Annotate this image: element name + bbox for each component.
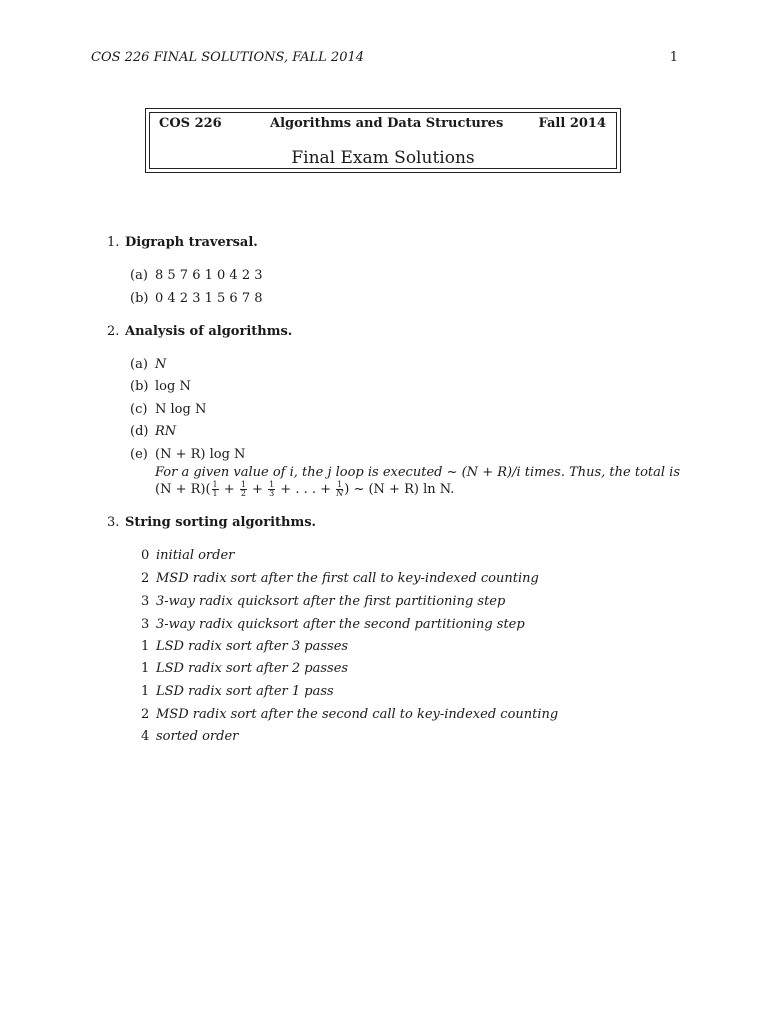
page-number: 1	[669, 50, 678, 65]
item-answer: 0 4 2 3 1 5 6 7 8	[155, 291, 263, 306]
sort-row-number: 2	[141, 571, 150, 586]
formula-prefix: (N + R)(	[155, 482, 211, 497]
sort-row	[141, 729, 238, 744]
document-title: Final Exam Solutions	[291, 148, 475, 168]
fraction-denominator: 2	[240, 489, 246, 498]
answer-item	[130, 447, 245, 462]
section-heading	[107, 324, 292, 339]
running-header: COS 226 FINAL SOLUTIONS, FALL 2014	[91, 50, 365, 65]
sort-row-number: 1	[141, 684, 150, 699]
sort-row-text: LSD radix sort after 2 passes	[156, 661, 349, 676]
section-heading	[107, 515, 316, 530]
sort-row-text: LSD radix sort after 3 passes	[156, 639, 349, 654]
item-answer: N log N	[155, 402, 207, 417]
fraction-numerator: 1	[212, 480, 218, 489]
fraction	[240, 481, 247, 498]
fraction	[268, 481, 275, 498]
item-answer: (N + R) log N	[155, 447, 246, 462]
sort-row-text: LSD radix sort after 1 pass	[156, 684, 334, 699]
answer-item	[130, 402, 206, 417]
sort-row-number: 4	[141, 729, 150, 744]
item-label: (a)	[130, 268, 148, 283]
sort-row	[141, 571, 539, 586]
sort-row	[141, 617, 525, 632]
formula-suffix: ) ~ (N + R) ln N.	[344, 482, 455, 497]
sort-row	[141, 548, 234, 563]
course-subject: Algorithms and Data Structures	[270, 116, 504, 131]
sort-row-number: 3	[141, 617, 150, 632]
sort-row-text: initial order	[156, 548, 235, 563]
answer-item	[130, 379, 191, 394]
sort-row	[141, 707, 558, 722]
sort-row-number: 1	[141, 639, 150, 654]
fraction-denominator: N	[336, 489, 344, 498]
sort-row	[141, 661, 348, 676]
item-label: (b)	[130, 291, 149, 306]
sort-row-text: 3-way radix quicksort after the second partitioning step	[156, 617, 525, 632]
fraction-denominator: 1	[212, 489, 218, 498]
section-number: 3.	[107, 515, 120, 530]
sort-row-number: 0	[141, 548, 150, 563]
title-box	[145, 108, 621, 173]
fraction	[336, 481, 343, 498]
sort-row-number: 3	[141, 594, 150, 609]
sort-row-number: 2	[141, 707, 150, 722]
sort-row	[141, 639, 348, 654]
item-answer: log N	[155, 379, 191, 394]
fraction-numerator: 1	[337, 480, 343, 489]
item-label: (d)	[130, 424, 149, 439]
item-label: (e)	[130, 447, 148, 462]
section-title: Analysis of algorithms.	[125, 324, 293, 339]
item-label: (c)	[130, 402, 148, 417]
section-title: String sorting algorithms.	[125, 515, 317, 530]
item-answer: N	[155, 357, 167, 372]
sort-row-text: 3-way radix quicksort after the first partitioning step	[156, 594, 506, 609]
answer-item	[130, 268, 263, 283]
section-heading	[107, 235, 258, 250]
harmonic-sum-formula: (N + R)( $\frac{1}{1}$ + $\frac{1}{2}$ + $\frac{1}{3}$ + . . . + $\frac{1}{N}$ ) ~ (N + R) ln N.	[155, 480, 455, 498]
section-number: 2.	[107, 324, 120, 339]
item-label: (a)	[130, 357, 148, 372]
fraction-denominator: 3	[269, 489, 275, 498]
answer-item	[130, 291, 263, 306]
fraction-numerator: 1	[240, 480, 246, 489]
sort-row-text: sorted order	[156, 729, 239, 744]
answer-item	[130, 424, 176, 439]
item-answer: RN	[155, 424, 177, 439]
sort-row	[141, 594, 505, 609]
course-term: Fall 2014	[538, 116, 606, 131]
section-title: Digraph traversal.	[125, 235, 258, 250]
fraction	[212, 481, 219, 498]
sort-row-text: MSD radix sort after the second call to key-indexed counting	[156, 707, 559, 722]
answer-item	[130, 357, 166, 372]
item-answer: 8 5 7 6 1 0 4 2 3	[155, 268, 263, 283]
section-number: 1.	[107, 235, 120, 250]
fraction-numerator: 1	[269, 480, 275, 489]
sort-row-number: 1	[141, 661, 150, 676]
explanation-line: For a given value of i, the j loop is executed ~ (N + R)/i times. Thus, the total is	[155, 465, 681, 480]
sort-row-text: MSD radix sort after the first call to key-indexed counting	[156, 571, 539, 586]
course-code: COS 226	[159, 116, 222, 131]
sort-row	[141, 684, 334, 699]
item-label: (b)	[130, 379, 149, 394]
